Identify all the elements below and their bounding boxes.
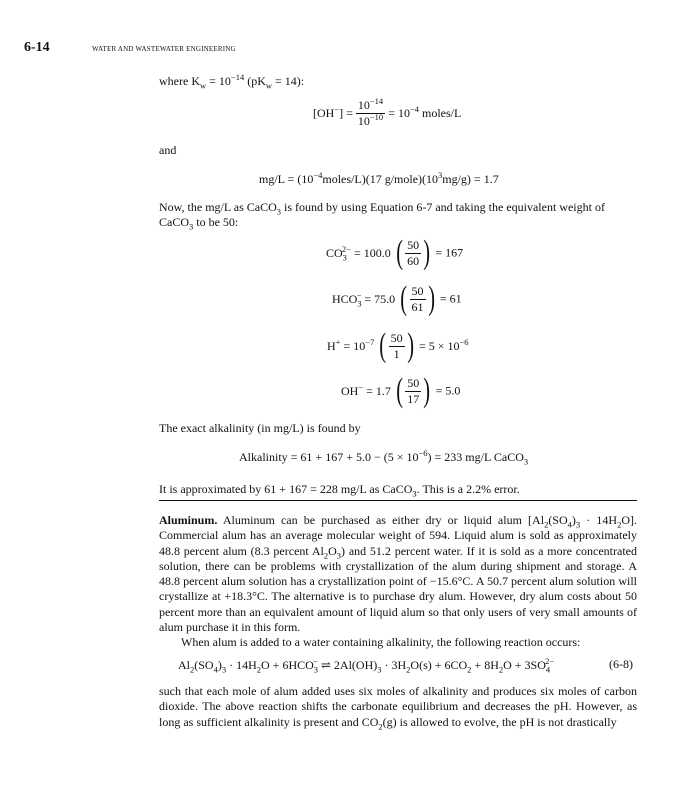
section-divider <box>159 500 637 501</box>
now-paragraph-line1: Now, the mg/L as CaCO$_3$ is found by using Equation 6-7 and taking the equivalent weight of <box>159 200 605 217</box>
now-paragraph-line2: CaCO$_3$ to be 50: <box>159 215 239 232</box>
co3-equation: $CO_3^{2-} = 100.0$ ( $\frac{50}{60}$ ) = 167 <box>326 234 464 271</box>
approx-line: It is approximated by 61 + 167 = 228 mg/L as CaCO$_3$. This is a 2.2% error. <box>159 482 520 499</box>
exact-line: The exact alkalinity (in mg/L) is found by <box>159 421 361 435</box>
oh-equation: [OH−] = $\frac{10^{-14}}{10^{-10}}$ = $10^{-4}$ moles/L <box>313 96 462 128</box>
aluminum-heading: Aluminum. <box>159 513 218 527</box>
alkalinity-equation: Alkalinity = $61 + 167 + 5.0 - (5 \times 10^{-6}) = 233$ mg/L CaCO$_3$ <box>239 448 529 467</box>
hco3-equation: $HCO_3^- = 75.0$ ( $\frac{50}{61}$ ) = 61 <box>332 280 462 317</box>
h-equation: $H^+ = 10^{-7}$ ( $\frac{50}{1}$ ) = $5 \times 10^{-6}$ <box>327 327 469 364</box>
reaction-equation: $Al_2(SO_4)_3 \cdot 14H_2O + 6HCO_3^-$ ⇌ $2Al(OH)_3 \cdot 3H_2O(s) + 6CO_2 + 8H_2O + 3SO_4^{2-}$ <box>178 656 555 675</box>
equilibrium-arrow: ⇌ <box>317 658 334 672</box>
mgl-equation: $mg/L = (10^{-4}moles/L)(17$ $g/mole)(10^3mg/g) = 1.7$ <box>259 170 499 186</box>
oh-fraction: $\frac{10^{-14}}{10^{-10}}$ <box>357 96 384 128</box>
equation-number: (6-8) <box>609 657 633 671</box>
final-paragraph: such that each mole of alum added uses six moles of alkalinity and produces six moles of carbon dioxide. The above reaction shifts the carbonate equilibrium and decreases the pH. However, as long as sufficient alkalinity is present and $CO_2(g)$ is allowed to evolve, the pH is not drastically <box>159 684 637 731</box>
running-title: WATER AND WASTEWATER ENGINEERING <box>92 45 236 53</box>
aluminum-paragraph-2: When alum is added to a water containing alkalinity, the following reaction occurs: <box>181 635 581 650</box>
aluminum-paragraph: Aluminum. Aluminum can be purchased as either dry or liquid alum $[Al_2(SO_4)_3 \cdot 14H_2O]$. Commercial alum has an average molecular weight of 594. Liquid alum is sold as approximately 48.8 percent alum (8.3 percent $Al_2O_3$) and 51.2 percent water. If it is sold as a more concentrated solution, there can be problems with crystallization of the alum during shipment and storage. A 48.8 percent alum solution has a crystallization point of −15.6°C. A 50.7 percent alum solution will crystallize at +18.3°C. The alternative is to purchase dry alum. However, dry alum costs about 50 percent more than an equivalent amount of liquid alum so that only users of very small amounts of alum purchase it in this form. When alum is added to a water containing alkalinity, the following reaction occurs: <box>159 513 638 650</box>
oh-species-equation: OH− = 1.7 ( $\frac{50}{17}$ ) = 5.0 <box>341 372 461 409</box>
page-number: 6-14 <box>24 40 50 55</box>
and-label: and <box>159 143 177 157</box>
where-line: where $K_w = 10^{-14}$ $(pK_w = 14)$: <box>159 72 305 91</box>
